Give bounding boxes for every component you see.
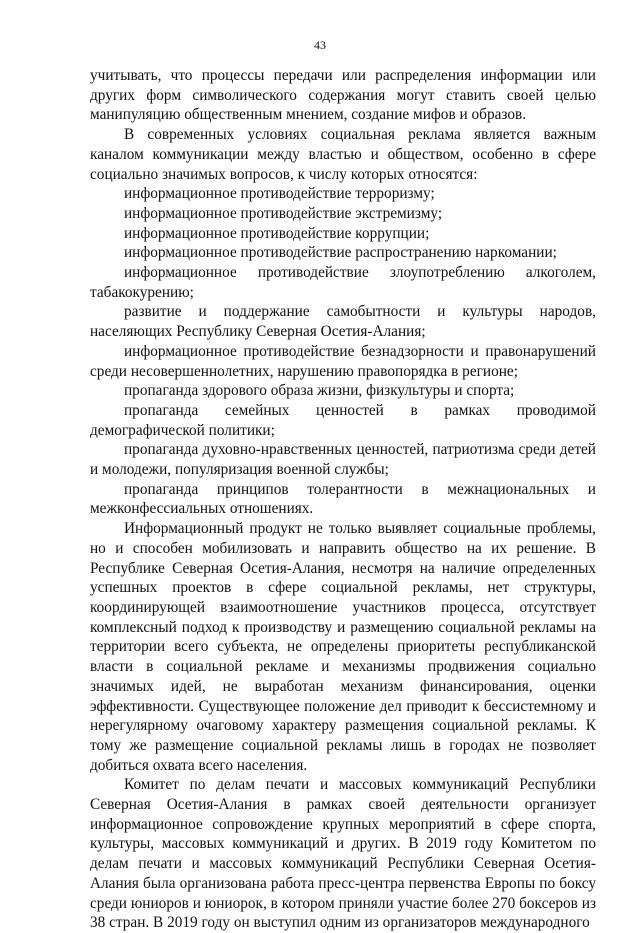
- paragraph: Комитет по делам печати и массовых коммуникаций Республики Северная Осетия-Алания в рамках своей деятельности организует информационное сопровождение крупных мероприятий в сфере спорта, культуры, массовых коммуникаций и других. В 2019 году Комитетом по делам печати и массовых коммуникаций Республики Северная Осетия-Алания была организована работа пресс-центра первенства Европы по боксу среди юниоров и юниорок, в котором приняли участие более 270 боксеров из 38 стран. В 2019 году он выступил одним из организаторов международного: [90, 776, 596, 932]
- list-item: информационное противодействие коррупции;: [124, 224, 430, 242]
- paragraph: Информационный продукт не только выявляет социальные проблемы, но и способен мобилизовать и направить общество на их решение. В Республике Северная Осетия-Алания, несмотря на наличие определенных успешных проектов в сфере социальной рекламы, нет структуры, координирующей взаимоотношение участников процесса, отсутствует комплексный подход к производству и размещению социальной рекламы на территории всего субъекта, не определены приоритеты республиканской власти в социальной рекламе и механизмы продвижения социально значимых идей, не выработан механизм финансирования, оценки эффективности. Существующее положение дел приводит к бессистемному и нерегулярному очаговому характеру размещения социальной рекламы. К тому же размещение социальной рекламы лишь в городах не позволяет добиться охвата всего населения.: [90, 520, 596, 774]
- list-item: информационное противодействие распространению наркомании;: [124, 244, 557, 262]
- page-number: 43: [314, 38, 326, 52]
- list-item: информационное противодействие безнадзорности и правонарушений среди несовершеннолетних, нарушению правопорядка в регионе;: [90, 342, 596, 380]
- paragraph: В современных условиях социальная реклама является важным каналом коммуникации между властью и обществом, особенно в сфере социально значимых вопросов, к числу которых относятся:: [90, 126, 596, 183]
- list-item: развитие и поддержание самобытности и культуры народов, населяющих Республику Северная Осетия-Алания;: [90, 303, 596, 341]
- list-item: пропаганда принципов толерантности в межнациональных и межконфессиальных отношениях.: [90, 480, 596, 518]
- list-item: пропаганда семейных ценностей в рамках проводимой демографической политики;: [90, 401, 596, 439]
- document-body: [90, 66, 596, 933]
- list-item: информационное противодействие злоупотреблению алкоголем, табакокурению;: [90, 264, 596, 301]
- list-item: информационное противодействие терроризму;: [124, 185, 435, 203]
- list-item: информационное противодействие экстремизму;: [124, 204, 443, 222]
- paragraph: учитывать, что процессы передачи или распределения информации или других форм символического содержания могут ставить своей целью манипуляцию общественным мнением, создание мифов и образов.: [90, 67, 596, 124]
- list-item: пропаганда здорового образа жизни, физкультуры и спорта;: [124, 382, 515, 400]
- list-item: пропаганда духовно-нравственных ценностей, патриотизма среди детей и молодежи, популяризация военной службы;: [90, 441, 596, 479]
